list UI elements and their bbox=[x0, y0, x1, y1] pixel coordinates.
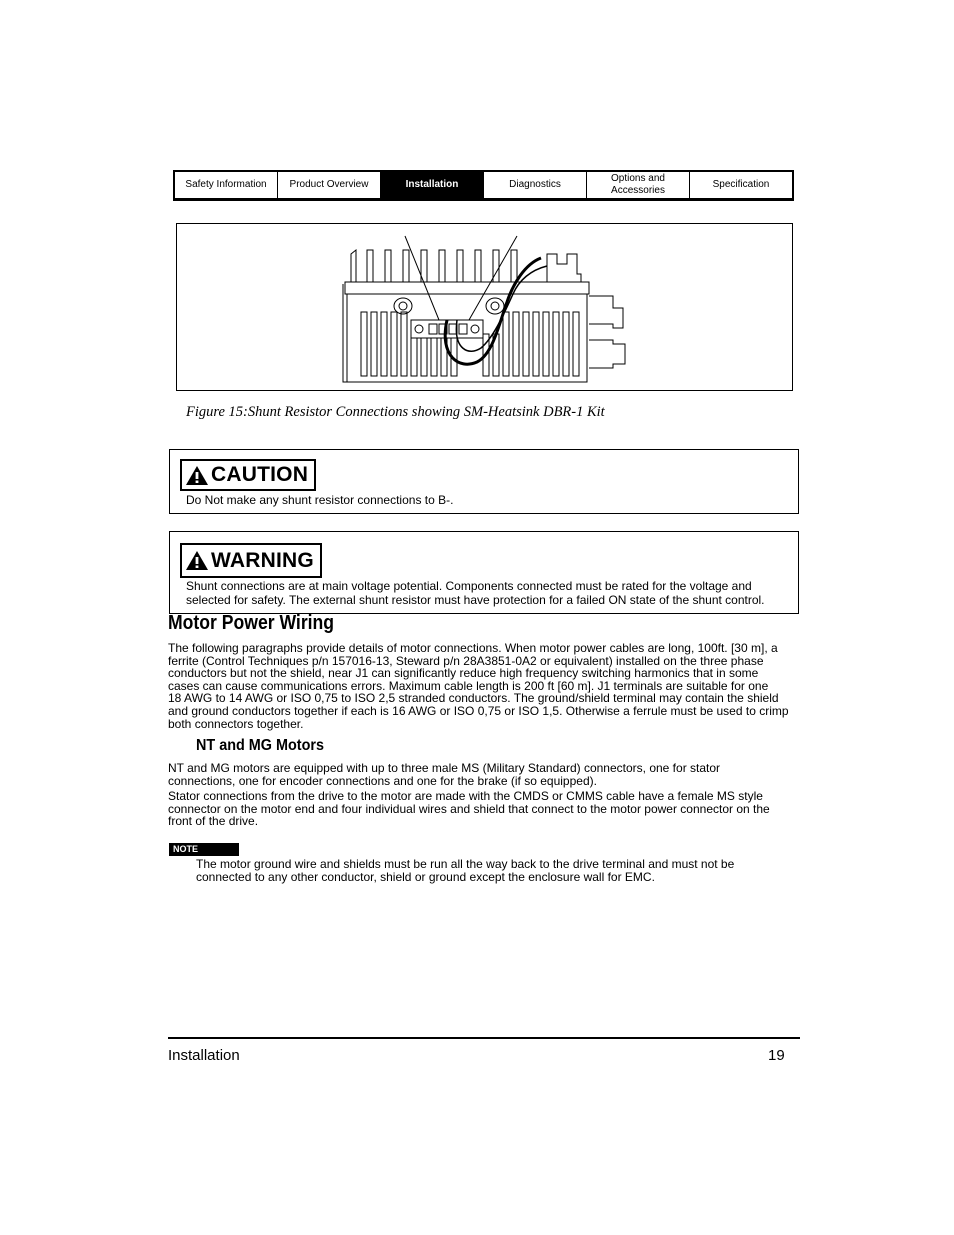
paragraph-line: Stator connections from the drive to the motor are made with the CMDS or CMMS cable have a female MS style bbox=[168, 789, 763, 803]
paragraph-line: cases can cause communications errors. Maximum cable length is 200 ft [60 m]. J1 terminals are suitable for one bbox=[168, 678, 769, 693]
paragraph-line: 18 AWG to 14 AWG or ISO 0,75 to ISO 2,5 stranded conductors. The ground/shield terminal may contain the shield bbox=[168, 691, 779, 706]
paragraph-line: and ground conductors together if each is 16 AWG or ISO 0,75 or ISO 1,5. Otherwise a ferrule must be used to crimp bbox=[168, 703, 789, 718]
note-text-line: connected to any other conductor, shield or ground except the enclosure wall for EMC. bbox=[196, 870, 655, 884]
nt-mg-paragraph-2 bbox=[168, 790, 800, 828]
tab-label: Diagnostics bbox=[509, 179, 561, 190]
footer-section-name: Installation bbox=[168, 1047, 240, 1064]
warning-text-line: selected for safety. The external shunt resistor must have protection for a failed ON state of the shunt control. bbox=[186, 593, 765, 607]
tab-label: Product Overview bbox=[289, 179, 369, 190]
tab-label: Installation bbox=[405, 179, 459, 190]
warning-triangle-icon bbox=[186, 466, 208, 485]
tab-specification[interactable] bbox=[690, 172, 792, 198]
paragraph-line: conductors but not the shield, near J1 can significantly reduce high frequency switching harmonics that in some bbox=[168, 666, 759, 681]
motor-power-wiring-paragraph bbox=[168, 642, 800, 730]
warning-box bbox=[169, 531, 799, 614]
drive-heatsink-illustration bbox=[177, 224, 793, 391]
caution-box bbox=[169, 449, 799, 514]
tab-product-overview[interactable] bbox=[278, 172, 381, 198]
warning-text bbox=[186, 579, 765, 607]
subheading-nt-and-mg-motors: NT and MG Motors bbox=[196, 737, 324, 754]
warning-triangle-icon bbox=[186, 551, 208, 570]
warning-label bbox=[180, 543, 322, 578]
figure-caption: Figure 15:Shunt Resistor Connections showing SM-Heatsink DBR-1 Kit bbox=[186, 404, 605, 420]
tab-label: Safety Information bbox=[185, 179, 267, 190]
note-label: NOTE bbox=[169, 843, 239, 856]
note-text-line: The motor ground wire and shields must be run all the way back to the drive terminal and must not be bbox=[196, 857, 735, 871]
paragraph-line: front of the drive. bbox=[168, 814, 259, 829]
tab-label: Options and Accessories bbox=[611, 173, 665, 196]
warning-label-text: WARNING bbox=[211, 548, 314, 572]
figure-15-box bbox=[176, 223, 793, 391]
section-tab-bar bbox=[173, 170, 794, 201]
paragraph-line: ferrite (Control Techniques p/n 157016-13, Steward p/n 28A3851-0A2 or equivalent) installed on the three phase bbox=[168, 653, 764, 668]
footer-divider bbox=[168, 1037, 800, 1039]
footer-page-number: 19 bbox=[768, 1047, 785, 1064]
paragraph-line: The following paragraphs provide details of motor connections. When motor power cables are long, 100ft. [30 m], a bbox=[168, 641, 778, 655]
warning-text-line: Shunt connections are at main voltage potential. Components connected must be rated for the voltage and bbox=[186, 579, 752, 593]
nt-mg-paragraph-1 bbox=[168, 762, 800, 787]
tab-installation[interactable] bbox=[381, 172, 484, 198]
paragraph-line: NT and MG motors are equipped with up to three male MS (Military Standard) connectors, one for stator bbox=[168, 761, 721, 775]
caution-label-text: CAUTION bbox=[211, 463, 309, 486]
tab-safety-information[interactable] bbox=[175, 172, 278, 198]
section-heading-motor-power-wiring: Motor Power Wiring bbox=[168, 612, 335, 634]
tab-options-and-accessories[interactable] bbox=[587, 172, 690, 198]
note-text bbox=[196, 858, 796, 884]
caution-text: Do Not make any shunt resistor connections to B-. bbox=[186, 493, 454, 507]
paragraph-line: connections, one for encoder connections and one for the brake (if so equipped). bbox=[168, 773, 597, 788]
tab-label: Specification bbox=[712, 179, 770, 190]
paragraph-line: connector on the motor end and four individual wires and shield that connect to the motor power connector on the bbox=[168, 801, 770, 816]
caution-label bbox=[180, 459, 316, 491]
tab-diagnostics[interactable] bbox=[484, 172, 587, 198]
paragraph-line: both connectors together. bbox=[168, 716, 304, 731]
